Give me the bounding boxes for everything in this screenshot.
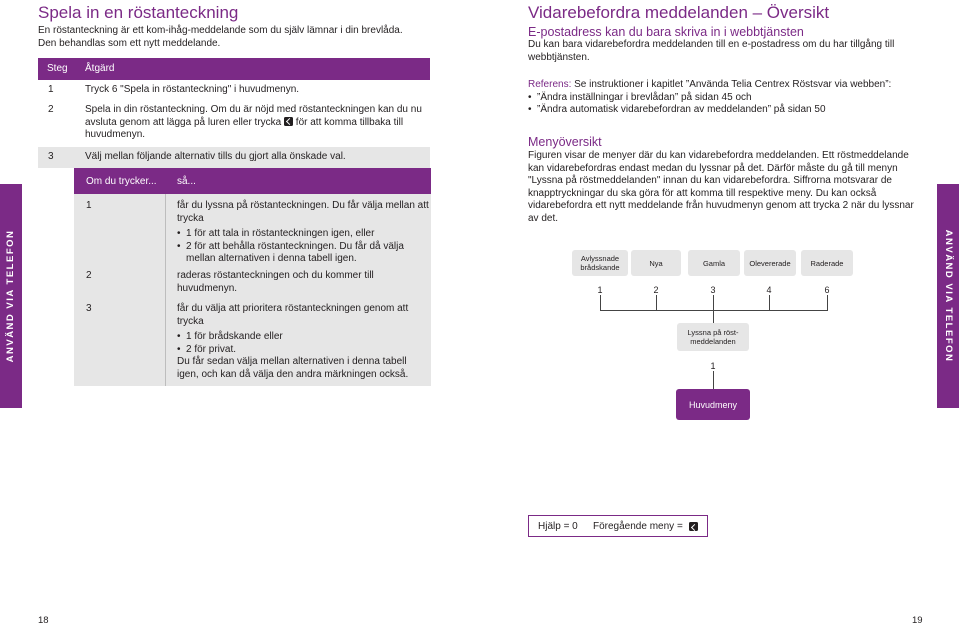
back-key-icon (689, 522, 698, 531)
connector-line (713, 295, 714, 323)
step-number: 2 (48, 104, 54, 115)
col-then: så... (177, 176, 196, 187)
col-step: Steg (47, 63, 68, 74)
table-row (38, 80, 430, 100)
options-table (74, 168, 431, 386)
menu-key: 3 (710, 285, 716, 295)
option-number: 1 (86, 200, 92, 211)
page-title-right: Vidarebefordra meddelanden – Översikt (528, 3, 830, 22)
step-text (85, 104, 423, 142)
step-text-after: för att komma tillbaka till huvudmenyn. (85, 116, 404, 140)
option-bullet: • 2 för att behålla röstanteckningen. Du får då välja mellan alternativen i denna tabell igen. (177, 241, 429, 266)
option-desc: får du lyssna på röstanteckningen. Du får välja mellan att trycka (177, 200, 429, 224)
column-divider (165, 194, 166, 386)
side-tab-left (0, 184, 22, 408)
menu-box-urgent: Avlyssnade brådskande (572, 250, 628, 276)
option-number: 2 (86, 270, 92, 281)
reference-block (528, 79, 928, 117)
menu-key: 2 (653, 285, 659, 295)
help-box (528, 515, 708, 537)
option-bullet: • 2 för privat. (177, 344, 429, 357)
menu-key: 4 (766, 285, 772, 295)
table-row (38, 100, 430, 147)
col-press: Om du trycker... (86, 176, 157, 187)
connector-line (769, 295, 770, 310)
menu-box-new: Nya (631, 250, 681, 276)
option-text: raderas röstanteckningen och du kommer till huvudmenyn. (177, 270, 374, 294)
help-text: Hjälp = 0 (538, 521, 578, 532)
menu-overview-text: Figuren visar de menyer där du kan vidarebefordra meddelanden. Ett röstmeddelande kan vidarebefordras endast medan du lyssnar på det. Därför måste du gå till menyn "Lyssna på röstmeddelanden" innan du kan vidarebefordra. Siffrorna motsvarar de knapptryckningar du ska göra för att komma till respektive meny. Du kan också vidarebefordra ett nytt meddelande från huvudmenyn genom att trycka 2 när du lyssnar av det. (528, 150, 914, 224)
side-tab-label: ANVÄND VIA TELEFON (943, 229, 954, 363)
col-action: Åtgärd (85, 63, 115, 74)
option-after: Du får sedan välja mellan alternativen i denna tabell igen, och kan då välja den andra märkningen också. (177, 356, 409, 380)
side-tab-label: ANVÄND VIA TELEFON (5, 229, 16, 363)
step-text-before: Spela in din röstanteckning. Om du är nöjd med röstanteckningen kan du nu avsluta genom att lägga på luren eller trycka (85, 104, 422, 128)
side-tab-right (937, 184, 959, 408)
option-text (177, 303, 429, 381)
menu-key: 1 (710, 361, 716, 371)
menu-box-old: Gamla (688, 250, 740, 276)
page-number-left: 18 (38, 615, 49, 626)
connector-line (713, 371, 714, 389)
option-desc: får du välja att prioritera röstanteckningen genom att trycka (177, 303, 409, 327)
menu-box-listen: Lyssna på röst-meddelanden (677, 323, 749, 351)
menu-box-undelivered: Olevererade (744, 250, 796, 276)
connector-line (600, 295, 601, 310)
prev-menu-text: Föregående meny = (593, 521, 683, 532)
subtitle-text: Du kan bara vidarebefordra meddelanden till en e-postadress om du har tillgång till webbtjänsten. (528, 39, 895, 63)
step-number: 3 (48, 151, 54, 162)
connector-line (656, 295, 657, 310)
option-bullet: • 1 för brådskande eller (177, 331, 429, 344)
option-bullet: • 1 för att tala in röstanteckningen igen, eller (177, 228, 429, 241)
steps-table (38, 58, 430, 168)
reference-text: Se instruktioner i kapitlet ”Använda Telia Centrex Röstsvar via webben”: (574, 79, 892, 90)
section-subtitle: E-postadress kan du bara skriva in i webbtjänsten (528, 25, 804, 39)
options-table-header (74, 168, 431, 194)
step-text: Välj mellan följande alternativ tills du gjort alla önskade val. (85, 151, 346, 162)
table-row (38, 147, 430, 168)
menu-key: 1 (597, 285, 603, 295)
option-number: 3 (86, 303, 92, 314)
page-number-right: 19 (912, 615, 923, 626)
step-text: Tryck 6 "Spela in röstanteckning" i huvudmenyn. (85, 84, 300, 95)
reference-item: • ”Ändra inställningar i brevlådan” på sidan 45 och (528, 92, 928, 105)
steps-table-header (38, 58, 430, 80)
menu-overview-title: Menyöversikt (528, 135, 602, 149)
connector-line (827, 295, 828, 310)
intro-text: En röstanteckning är ett kom-ihåg-meddelande som du själv lämnar i din brevlåda. Den behandlas som ett nytt meddelande. (38, 25, 403, 49)
reference-item: • ”Ändra automatisk vidarebefordran av meddelanden” på sidan 50 (528, 104, 928, 117)
reference-label: Referens: (528, 79, 572, 90)
menu-box-deleted: Raderade (801, 250, 853, 276)
back-key-icon (284, 117, 293, 126)
menu-box-main: Huvudmeny (676, 389, 750, 420)
option-text (177, 200, 429, 266)
page-title-left: Spela in en röstanteckning (38, 3, 239, 22)
connector-line (600, 310, 828, 311)
menu-key: 6 (824, 285, 830, 295)
step-number: 1 (48, 84, 54, 95)
